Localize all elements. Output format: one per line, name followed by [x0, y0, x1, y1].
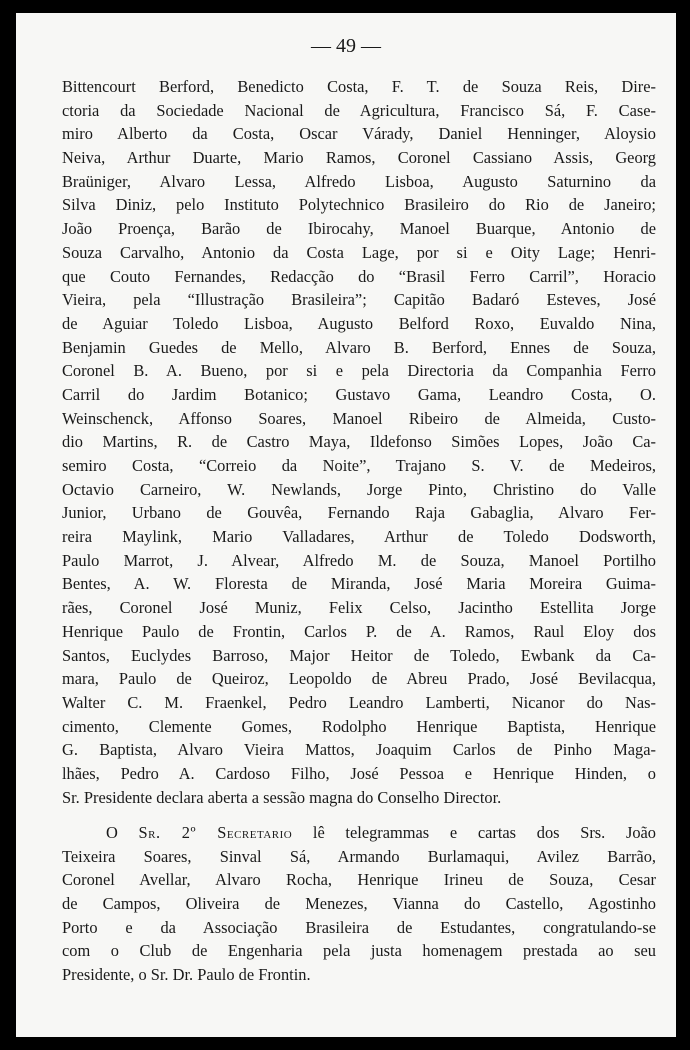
- speaker-name: Sr. 2º Secretario: [138, 823, 293, 842]
- text-line: Porto e da Associação Brasileira de Estudantes, congratulando-se: [62, 917, 656, 937]
- text-line: Coronel B. A. Bueno, por si e pela Directoria da Companhia Ferro: [62, 361, 656, 381]
- text-line-lead: [62, 821, 656, 845]
- text-line: Bittencourt Berford, Benedicto Costa, F. T. de Souza Reis, Dire-: [62, 77, 656, 96]
- text-line: Weinschenck, Affonso Soares, Manoel Ribeiro de Almeida, Custo-: [62, 408, 656, 428]
- text-line: ctoria da Sociedade Nacional de Agricultura, Francisco Sá, F. Case-: [62, 100, 656, 120]
- text-line: dio Martins, R. de Castro Maya, Ildefonso Simões Lopes, João Ca-: [62, 432, 656, 452]
- text-line: G. Baptista, Alvaro Vieira Mattos, Joaquim Carlos de Pinho Maga-: [62, 740, 656, 760]
- paragraph-attendees: [62, 75, 656, 809]
- lead-prefix: O: [106, 823, 139, 842]
- text-line: de Campos, Oliveira de Menezes, Vianna do Castello, Agostinho: [62, 894, 656, 914]
- text-line: que Couto Fernandes, Redacção do “Brasil Ferro Carril”, Horacio: [62, 266, 656, 286]
- text-line: Presidente, o Sr. Dr. Paulo de Frontin.: [62, 965, 311, 985]
- text-line: reira Maylink, Mario Valladares, Arthur de Toledo Dodsworth,: [62, 527, 656, 547]
- text-line: Walter C. M. Fraenkel, Pedro Leandro Lamberti, Nicanor do Nas-: [62, 692, 656, 712]
- text-line: Vieira, pela “Illustração Brasileira”; Capitão Badaró Esteves, José: [62, 290, 656, 310]
- text-line: Santos, Euclydes Barroso, Major Heitor de Toledo, Ewbank da Ca-: [62, 645, 656, 665]
- text-line: Sr. Presidente declara aberta a sessão magna do Conselho Director.: [62, 787, 502, 807]
- text-line: Junior, Urbano de Gouvêa, Fernando Raja Gabaglia, Alvaro Fer-: [62, 503, 656, 523]
- text-line: Coronel Avellar, Alvaro Rocha, Henrique Irineu de Souza, Cesar: [62, 870, 656, 890]
- text-line: mara, Paulo de Queiroz, Leopoldo de Abreu Prado, José Bevilacqua,: [62, 669, 656, 689]
- text-line: Souza Carvalho, Antonio da Costa Lage, por si e Oity Lage; Henri-: [62, 242, 656, 262]
- text-line: rães, Coronel José Muniz, Felix Celso, Jacintho Estellita Jorge: [62, 598, 656, 618]
- paragraph-telegrams: [62, 821, 656, 987]
- text-line: miro Alberto da Costa, Oscar Várady, Daniel Henninger, Aloysio: [62, 124, 656, 144]
- text-line: Henrique Paulo de Frontin, Carlos P. de A. Ramos, Raul Eloy dos: [62, 621, 656, 641]
- text-line: João Proença, Barão de Ibirocahy, Manoel Buarque, Antonio de: [62, 219, 656, 239]
- page-number: — 49 —: [311, 35, 381, 57]
- text-line: lhães, Pedro A. Cardoso Filho, José Pessoa e Henrique Hinden, o: [62, 763, 656, 783]
- text-line: Braüniger, Alvaro Lessa, Alfredo Lisboa, Augusto Saturnino da: [62, 171, 656, 191]
- text-line: Paulo Marrot, J. Alvear, Alfredo M. de Souza, Manoel Portilho: [62, 550, 656, 570]
- text-line: cimento, Clemente Gomes, Rodolpho Henrique Baptista, Henrique: [62, 716, 656, 736]
- text-line: de Aguiar Toledo Lisboa, Augusto Belford Roxo, Euvaldo Nina,: [62, 313, 656, 333]
- text-line: Benjamin Guedes de Mello, Alvaro B. Berford, Ennes de Souza,: [62, 337, 656, 357]
- text-line: Octavio Carneiro, W. Newlands, Jorge Pinto, Christino do Valle: [62, 479, 656, 499]
- text-line: Neiva, Arthur Duarte, Mario Ramos, Coronel Cassiano Assis, Georg: [62, 148, 656, 168]
- text-line: Bentes, A. W. Floresta de Miranda, José Maria Moreira Guima-: [62, 574, 656, 594]
- lead-rest: lê telegrammas e cartas dos Srs. João: [292, 823, 657, 842]
- text-line: Teixeira Soares, Sinval Sá, Armando Burlamaqui, Avilez Barrão,: [62, 846, 656, 866]
- text-line: Carril do Jardim Botanico; Gustavo Gama, Leandro Costa, O.: [62, 384, 656, 404]
- text-line: Silva Diniz, pelo Instituto Polytechnico Brasileiro do Rio de Janeiro;: [62, 195, 656, 215]
- text-line: semiro Costa, “Correio da Noite”, Trajano S. V. de Medeiros,: [62, 456, 656, 475]
- text-line: com o Club de Engenharia pela justa homenagem prestada ao seu: [62, 941, 656, 961]
- document-page: [16, 13, 676, 1037]
